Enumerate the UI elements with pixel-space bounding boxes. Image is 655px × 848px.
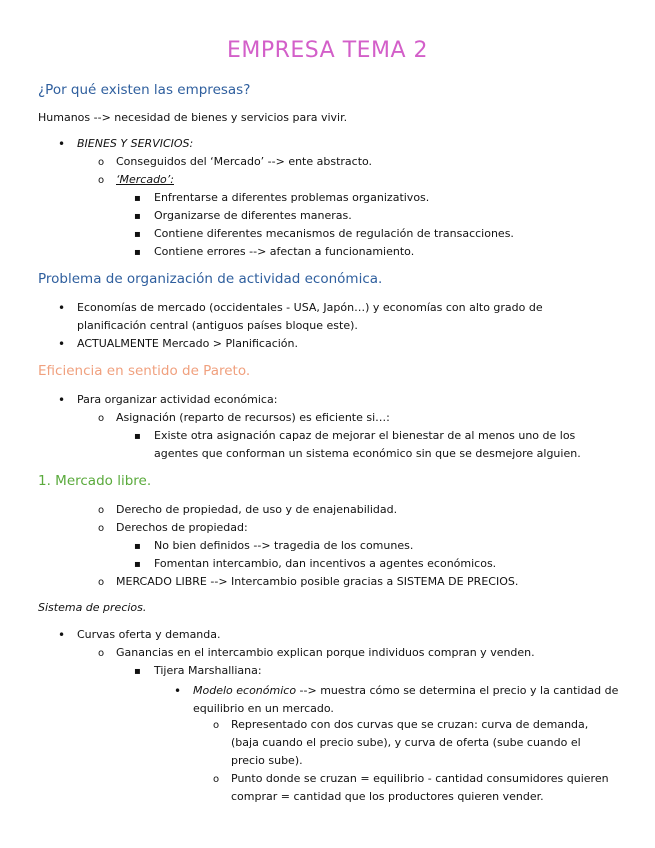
item-derecho: Derecho de propiedad, de uso y de enajenabilidad. — [116, 503, 398, 516]
page-title: EMPRESA TEMA 2 — [226, 38, 429, 63]
circle-bullet-icon — [98, 644, 104, 663]
heading-sistema-precios: Sistema de precios. — [38, 601, 147, 614]
heading-why-companies: ¿Por qué existen las empresas? — [38, 82, 251, 98]
heading-pareto: Eficiencia en sentido de Pareto. — [38, 363, 251, 379]
item-derechos-propiedad: Derechos de propiedad: — [116, 521, 248, 534]
square-bullet-icon — [134, 662, 141, 681]
item-no-bien-definidos: No bien definidos --> tragedia de los comunes. — [154, 539, 414, 552]
item-ganancias: Ganancias en el intercambio explican porque individuos compran y venden. — [116, 646, 535, 659]
modelo-economico-text: --> muestra cómo se determina el precio y la cantidad de equilibrio en un mercado. — [193, 684, 619, 715]
circle-bullet-icon — [98, 573, 104, 592]
bullet-icon — [174, 682, 181, 701]
bullet-icon — [58, 299, 65, 318]
item-asignacion: Asignación (reparto de recursos) es eficiente si…: — [116, 411, 390, 424]
item-bienes-servicios: BIENES Y SERVICIOS: — [77, 137, 194, 150]
item-punto-cruce: Punto donde se cruzan = equilibrio - cantidad consumidores quieren comprar = cantidad que los productores quieren vender. — [231, 772, 609, 803]
circle-bullet-icon — [98, 153, 104, 172]
heading-organization-problem: Problema de organización de actividad económica. — [38, 271, 383, 287]
item-economias: Economías de mercado (occidentales - USA, Japón…) y economías con alto grado de planificación central (antiguos países bloque este). — [77, 301, 543, 332]
circle-bullet-icon — [98, 171, 104, 190]
item-actualmente: ACTUALMENTE Mercado > Planificación. — [77, 337, 298, 350]
circle-bullet-icon — [213, 716, 219, 735]
item-mecanismos: Contiene diferentes mecanismos de regulación de transacciones. — [154, 227, 514, 240]
bullet-icon — [58, 391, 65, 410]
bullet-icon — [58, 135, 65, 154]
item-enfrentarse: Enfrentarse a diferentes problemas organizativos. — [154, 191, 430, 204]
item-mercado: ‘Mercado’: — [116, 173, 174, 186]
circle-bullet-icon — [98, 519, 104, 538]
bullet-icon — [58, 626, 65, 645]
bullet-icon — [58, 335, 65, 354]
modelo-economico-label: Modelo económico — [193, 684, 297, 697]
item-conseguidos: Conseguidos del ‘Mercado’ --> ente abstracto. — [116, 155, 373, 168]
square-bullet-icon — [134, 427, 141, 446]
square-bullet-icon — [134, 225, 141, 244]
square-bullet-icon — [134, 555, 141, 574]
item-mercado-libre: MERCADO LIBRE --> Intercambio posible gracias a SISTEMA DE PRECIOS. — [116, 575, 519, 588]
circle-bullet-icon — [98, 501, 104, 520]
circle-bullet-icon — [213, 770, 219, 789]
item-para-organizar: Para organizar actividad económica: — [77, 393, 278, 406]
item-errores: Contiene errores --> afectan a funcionamiento. — [154, 245, 415, 258]
item-curvas: Curvas oferta y demanda. — [77, 628, 221, 641]
square-bullet-icon — [134, 243, 141, 262]
intro-text: Humanos --> necesidad de bienes y servicios para vivir. — [38, 111, 348, 124]
item-modelo-economico — [193, 682, 623, 718]
circle-bullet-icon — [98, 409, 104, 428]
heading-mercado-libre: 1. Mercado libre. — [38, 473, 152, 489]
square-bullet-icon — [134, 207, 141, 226]
item-fomentan: Fomentan intercambio, dan incentivos a agentes económicos. — [154, 557, 497, 570]
item-organizarse: Organizarse de diferentes maneras. — [154, 209, 352, 222]
item-existe-otra: Existe otra asignación capaz de mejorar el bienestar de al menos uno de los agentes que conforman un sistema económico sin que se desmejore alguien. — [154, 429, 581, 460]
square-bullet-icon — [134, 189, 141, 208]
item-tijera: Tijera Marshalliana: — [154, 664, 262, 677]
square-bullet-icon — [134, 537, 141, 556]
item-representado: Representado con dos curvas que se cruzan: curva de demanda, (baja cuando el precio sube), y curva de oferta (sube cuando el precio sube). — [231, 718, 589, 767]
